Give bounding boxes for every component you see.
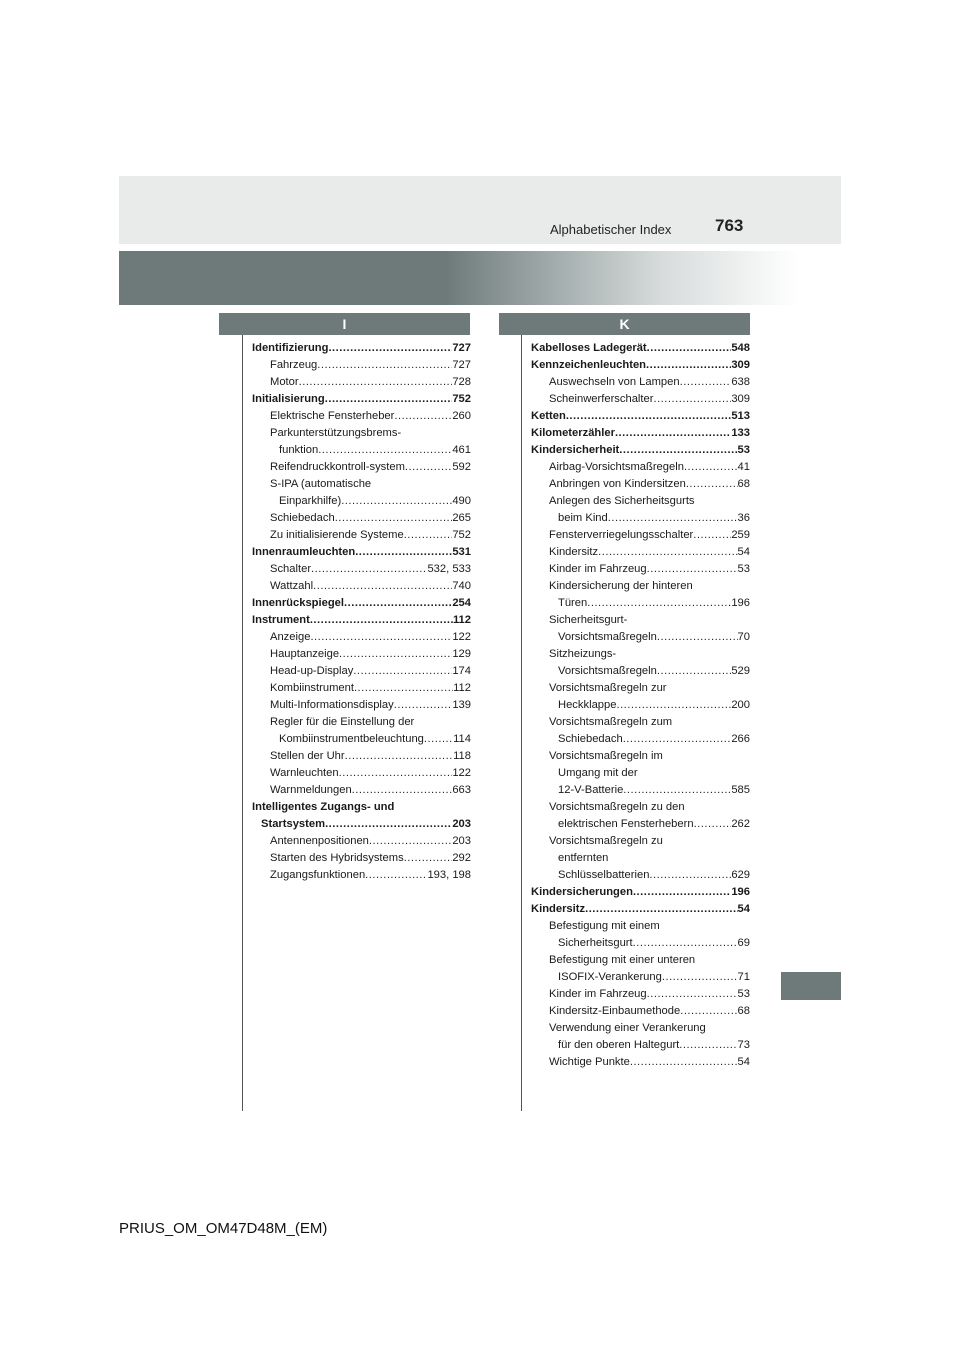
index-subentry xyxy=(252,357,471,374)
index-column-k xyxy=(531,340,750,1071)
index-entry xyxy=(531,425,750,442)
entry-term: Kilometerzähler xyxy=(531,427,615,439)
index-subentry xyxy=(252,629,471,646)
index-subentry: Regler für die Einstellung der xyxy=(270,716,415,728)
index-subentry xyxy=(252,748,471,765)
leader-dots xyxy=(354,680,453,697)
entry-page-number: 740 xyxy=(452,580,471,592)
entry-page-number: 73 xyxy=(737,1039,750,1051)
entry-page-number: 532, 533 xyxy=(427,563,471,575)
entry-page-number: 68 xyxy=(737,1005,750,1017)
entry-term: Kabelloses Ladegerät xyxy=(531,342,647,354)
entry-term: Ketten xyxy=(531,410,566,422)
entry-term: beim Kind xyxy=(558,512,608,524)
entry-page-number: 53 xyxy=(737,563,750,575)
entry-page-number: 112 xyxy=(452,614,471,626)
index-entry xyxy=(252,595,471,612)
leader-dots xyxy=(657,629,738,646)
entry-term: Starten des Hybridsystems xyxy=(270,852,404,864)
index-subentry xyxy=(252,867,471,884)
entry-term: Kindersitz xyxy=(549,546,599,558)
entry-page-number: 259 xyxy=(731,529,750,541)
entry-page-number: 531 xyxy=(452,546,471,558)
entry-term: ISOFIX-Verankerung xyxy=(558,971,662,983)
index-subentry xyxy=(531,697,750,714)
entry-page-number: 727 xyxy=(452,342,471,354)
leader-dots xyxy=(662,969,738,986)
index-subentry xyxy=(531,935,750,952)
index-entry: Intelligentes Zugangs- und xyxy=(252,801,395,813)
leader-dots xyxy=(299,374,453,391)
entry-page-number: 36 xyxy=(737,512,750,524)
index-subentry xyxy=(531,1054,750,1071)
entry-page-number: 139 xyxy=(452,699,471,711)
leader-dots xyxy=(679,1037,737,1054)
index-subentry xyxy=(252,510,471,527)
index-entry xyxy=(531,340,750,357)
leader-dots xyxy=(684,459,738,476)
leader-dots xyxy=(404,850,453,867)
entry-term: funktion xyxy=(279,444,319,456)
entry-term: Kennzeichenleuchten xyxy=(531,359,647,371)
entry-page-number: 629 xyxy=(731,869,750,881)
leader-dots xyxy=(317,357,452,374)
index-subentry xyxy=(531,544,750,561)
index-subentry xyxy=(531,1037,750,1054)
index-entry xyxy=(252,816,471,833)
index-subentry xyxy=(531,731,750,748)
leader-dots xyxy=(615,425,731,442)
leader-dots xyxy=(630,1054,738,1071)
leader-dots xyxy=(310,612,453,629)
leader-dots xyxy=(598,544,737,561)
leader-dots xyxy=(647,561,738,578)
entry-term: Kindersicherungen xyxy=(531,886,633,898)
leader-dots xyxy=(325,816,452,833)
entry-term: Startsystem xyxy=(261,818,326,830)
entry-page-number: 585 xyxy=(731,784,750,796)
entry-page-number: 122 xyxy=(452,631,471,643)
entry-term: Kindersicherheit xyxy=(531,444,620,456)
leader-dots xyxy=(352,782,453,799)
entry-page-number: 53 xyxy=(737,988,750,1000)
index-subentry xyxy=(252,408,471,425)
entry-page-number: 292 xyxy=(452,852,471,864)
entry-term: Innenrückspiegel xyxy=(252,597,345,609)
entry-term: Motor xyxy=(270,376,299,388)
leader-dots xyxy=(318,442,452,459)
leader-dots xyxy=(405,459,452,476)
entry-page-number: 53 xyxy=(737,444,750,456)
index-column-i xyxy=(252,340,471,884)
entry-page-number: 752 xyxy=(452,393,471,405)
entry-term: Anbringen von Kindersitzen xyxy=(549,478,686,490)
index-subentry xyxy=(531,391,750,408)
index-subentry xyxy=(252,527,471,544)
index-subentry xyxy=(531,561,750,578)
index-subentry xyxy=(252,374,471,391)
index-subentry xyxy=(252,442,471,459)
letter-heading-i: I xyxy=(219,313,470,335)
leader-dots xyxy=(649,867,731,884)
entry-term: Kinder im Fahrzeug xyxy=(549,563,647,575)
entry-page-number: 41 xyxy=(737,461,750,473)
entry-page-number: 54 xyxy=(737,1056,750,1068)
entry-page-number: 262 xyxy=(731,818,750,830)
leader-dots xyxy=(328,340,452,357)
entry-page-number: 638 xyxy=(731,376,750,388)
entry-page-number: 200 xyxy=(731,699,750,711)
index-subentry xyxy=(252,697,471,714)
entry-term: Identifizierung xyxy=(252,342,329,354)
entry-term: Schiebedach xyxy=(270,512,335,524)
entry-term: Türen xyxy=(558,597,588,609)
entry-term: Einparkhilfe) xyxy=(279,495,342,507)
index-subentry xyxy=(531,459,750,476)
entry-term: Multi-Informationsdisplay xyxy=(270,699,394,711)
entry-term: Vorsichtsmaßregeln xyxy=(558,631,657,643)
index-subentry xyxy=(252,493,471,510)
entry-page-number: 71 xyxy=(737,971,750,983)
index-subentry xyxy=(252,663,471,680)
entry-term: Reifendruckkontroll-system xyxy=(270,461,405,473)
entry-term: Head-up-Display xyxy=(270,665,354,677)
index-subentry: Sicherheitsgurt- xyxy=(549,614,628,626)
entry-page-number: 265 xyxy=(452,512,471,524)
index-subentry xyxy=(252,731,471,748)
leader-dots xyxy=(394,697,453,714)
index-subentry: Vorsichtsmaßregeln zu xyxy=(549,835,663,847)
document-code: PRIUS_OM_OM47D48M_(EM) xyxy=(119,1220,328,1237)
index-subentry xyxy=(252,680,471,697)
index-subentry xyxy=(531,969,750,986)
index-subentry xyxy=(531,527,750,544)
index-subentry xyxy=(252,561,471,578)
entry-term: Fensterverriegelungsschalter xyxy=(549,529,694,541)
entry-page-number: 114 xyxy=(453,733,471,745)
entry-term: Wattzahl xyxy=(270,580,314,592)
leader-dots xyxy=(310,629,452,646)
entry-page-number: 122 xyxy=(452,767,471,779)
leader-dots xyxy=(657,663,731,680)
entry-term: Initialisierung xyxy=(252,393,325,405)
entry-page-number: 752 xyxy=(452,529,471,541)
index-entry xyxy=(531,884,750,901)
letter-heading-k: K xyxy=(499,313,750,335)
entry-page-number: 196 xyxy=(731,886,750,898)
entry-page-number: 203 xyxy=(452,818,471,830)
leader-dots xyxy=(404,527,453,544)
entry-term: Instrument xyxy=(252,614,310,626)
index-subentry: Vorsichtsmaßregeln zum xyxy=(549,716,673,728)
entry-page-number: 592 xyxy=(452,461,471,473)
index-subentry xyxy=(531,1003,750,1020)
entry-term: Fahrzeug xyxy=(270,359,318,371)
index-subentry xyxy=(531,986,750,1003)
index-subentry: Anlegen des Sicherheitsgurts xyxy=(549,495,695,507)
entry-term: Anzeige xyxy=(270,631,311,643)
leader-dots xyxy=(394,408,452,425)
leader-dots xyxy=(339,646,452,663)
entry-page-number: 461 xyxy=(452,444,471,456)
index-subentry xyxy=(252,765,471,782)
index-entry xyxy=(531,442,750,459)
entry-term: Antennenpositionen xyxy=(270,835,369,847)
index-subentry xyxy=(531,782,750,799)
entry-term: Kindersitz xyxy=(531,903,586,915)
entry-term: Elektrische Fensterheber xyxy=(270,410,395,422)
section-title: Alphabetischer Index xyxy=(550,222,672,237)
column-rule-right xyxy=(521,335,522,1111)
entry-term: Zugangsfunktionen xyxy=(270,869,366,881)
index-subentry: S-IPA (automatische xyxy=(270,478,372,490)
index-entry xyxy=(252,544,471,561)
index-entry xyxy=(252,391,471,408)
entry-page-number: 68 xyxy=(737,478,750,490)
entry-page-number: 663 xyxy=(452,784,471,796)
index-subentry: Parkunterstützungsbrems- xyxy=(270,427,402,439)
leader-dots xyxy=(680,1003,737,1020)
index-subentry xyxy=(252,459,471,476)
entry-term: Vorsichtsmaßregeln xyxy=(558,665,657,677)
entry-page-number: 513 xyxy=(731,410,750,422)
leader-dots xyxy=(335,510,453,527)
leader-dots xyxy=(623,731,732,748)
entry-term: Airbag-Vorsichtsmaßregeln xyxy=(549,461,684,473)
leader-dots xyxy=(365,867,427,884)
entry-page-number: 309 xyxy=(731,359,750,371)
leader-dots xyxy=(647,986,738,1003)
entry-term: Innenraumleuchten xyxy=(252,546,356,558)
entry-page-number: 54 xyxy=(737,903,750,915)
entry-page-number: 254 xyxy=(452,597,471,609)
leader-dots xyxy=(344,595,452,612)
entry-term: Auswechseln von Lampen xyxy=(549,376,680,388)
entry-term: Heckklappe xyxy=(558,699,617,711)
entry-page-number: 70 xyxy=(737,631,750,643)
leader-dots xyxy=(341,493,452,510)
entry-page-number: 309 xyxy=(731,393,750,405)
entry-term: Warnmeldungen xyxy=(270,784,352,796)
entry-page-number: 193, 198 xyxy=(427,869,471,881)
entry-page-number: 196 xyxy=(731,597,750,609)
leader-dots xyxy=(653,391,731,408)
index-subentry: Vorsichtsmaßregeln zu den xyxy=(549,801,685,813)
entry-term: Schiebedach xyxy=(558,733,623,745)
entry-term: Sicherheitsgurt xyxy=(558,937,633,949)
entry-term: Hauptanzeige xyxy=(270,648,340,660)
index-subentry xyxy=(252,833,471,850)
index-entry xyxy=(531,408,750,425)
leader-dots xyxy=(680,374,732,391)
index-subentry: Umgang mit der xyxy=(558,767,638,779)
entry-term: Kombiinstrument xyxy=(270,682,354,694)
leader-dots xyxy=(424,731,453,748)
leader-dots xyxy=(325,391,453,408)
entry-page-number: 133 xyxy=(731,427,750,439)
entry-page-number: 129 xyxy=(452,648,471,660)
leader-dots xyxy=(608,510,738,527)
index-entry xyxy=(531,357,750,374)
entry-term: Stellen der Uhr xyxy=(270,750,345,762)
leader-dots xyxy=(686,476,738,493)
index-subentry xyxy=(531,629,750,646)
entry-term: Kinder im Fahrzeug xyxy=(549,988,647,1000)
index-subentry: Befestigung mit einer unteren xyxy=(549,954,696,966)
entry-term: Warnleuchten xyxy=(270,767,339,779)
entry-page-number: 174 xyxy=(452,665,471,677)
index-entry xyxy=(252,612,471,629)
entry-term: Schlüsselbatterien xyxy=(558,869,650,881)
index-subentry xyxy=(252,782,471,799)
index-entry xyxy=(252,340,471,357)
leader-dots xyxy=(313,578,452,595)
page-number: 763 xyxy=(715,216,744,235)
leader-dots xyxy=(566,408,732,425)
leader-dots xyxy=(633,884,731,901)
leader-dots xyxy=(353,663,452,680)
index-subentry: Kindersicherung der hinteren xyxy=(549,580,693,592)
entry-page-number: 203 xyxy=(452,835,471,847)
entry-page-number: 260 xyxy=(452,410,471,422)
entry-term: elektrischen Fensterhebern xyxy=(558,818,694,830)
index-subentry: entfernten xyxy=(558,852,609,864)
leader-dots xyxy=(694,816,732,833)
entry-term: Kombiinstrumentbeleuchtung xyxy=(279,733,424,745)
entry-page-number: 728 xyxy=(452,376,471,388)
entry-term: Kindersitz-Einbaumethode xyxy=(549,1005,681,1017)
entry-page-number: 727 xyxy=(452,359,471,371)
entry-term: 12-V-Batterie xyxy=(558,784,624,796)
entry-term: Scheinwerferschalter xyxy=(549,393,654,405)
index-subentry xyxy=(531,867,750,884)
entry-term: Schalter xyxy=(270,563,312,575)
leader-dots xyxy=(693,527,731,544)
index-subentry xyxy=(531,374,750,391)
index-subentry: Vorsichtsmaßregeln im xyxy=(549,750,663,762)
index-subentry xyxy=(531,476,750,493)
entry-page-number: 266 xyxy=(731,733,750,745)
leader-dots xyxy=(623,782,731,799)
index-subentry xyxy=(252,850,471,867)
index-subentry xyxy=(531,663,750,680)
leader-dots xyxy=(585,901,737,918)
index-subentry xyxy=(252,578,471,595)
leader-dots xyxy=(646,357,731,374)
index-subentry xyxy=(531,510,750,527)
entry-page-number: 54 xyxy=(737,546,750,558)
index-subentry: Befestigung mit einem xyxy=(549,920,660,932)
leader-dots xyxy=(311,561,427,578)
leader-dots xyxy=(345,748,454,765)
index-subentry: Sitzheizungs- xyxy=(549,648,617,660)
chapter-side-tab xyxy=(781,972,841,1000)
entry-page-number: 69 xyxy=(737,937,750,949)
entry-page-number: 548 xyxy=(731,342,750,354)
leader-dots xyxy=(369,833,452,850)
index-entry xyxy=(531,901,750,918)
column-rule-left xyxy=(242,335,243,1111)
entry-term: Zu initialisierende Systeme xyxy=(270,529,404,541)
index-subentry xyxy=(252,646,471,663)
leader-dots xyxy=(633,935,738,952)
index-subentry: Vorsichtsmaßregeln zur xyxy=(549,682,667,694)
index-subentry xyxy=(531,595,750,612)
entry-term: für den oberen Haltegurt xyxy=(558,1039,680,1051)
entry-page-number: 118 xyxy=(453,750,471,762)
leader-dots xyxy=(619,442,737,459)
entry-page-number: 490 xyxy=(452,495,471,507)
index-subentry xyxy=(531,816,750,833)
leader-dots xyxy=(339,765,453,782)
index-subentry: Verwendung einer Verankerung xyxy=(549,1022,706,1034)
entry-page-number: 529 xyxy=(731,665,750,677)
leader-dots xyxy=(616,697,731,714)
entry-page-number: 112 xyxy=(453,682,471,694)
leader-dots xyxy=(647,340,732,357)
leader-dots xyxy=(355,544,452,561)
entry-term: Wichtige Punkte xyxy=(549,1056,630,1068)
chapter-gradient-bar xyxy=(119,251,799,305)
leader-dots xyxy=(587,595,731,612)
